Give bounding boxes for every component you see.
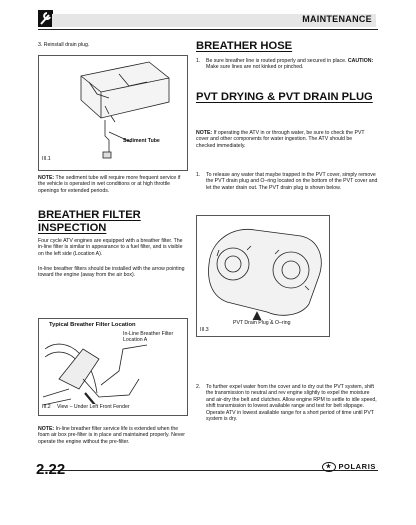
figure-caption: View – Under Left Front Fender — [57, 404, 130, 410]
filter-paragraph-1: Four cycle ATV engines are equipped with a breather filter. The in-line filter is similar in appearance to a fuel filter, and is visible on the left side (Location A). — [38, 238, 183, 257]
figure-id: III.3 — [200, 327, 209, 333]
brand-logo — [322, 462, 376, 472]
note-label: NOTE: — [196, 130, 213, 136]
note-sediment — [38, 175, 186, 194]
figure-id: III.1 — [42, 156, 51, 162]
note-label: NOTE: — [38, 175, 55, 181]
filter-paragraph-2: In-line breather filters should be installed with the arrow pointing toward the engine (away from the air box). — [38, 266, 185, 279]
note-text: If operating the ATV in or through water, be sure to check the PVT cover and other components for water ingestion. The ATV should be checked immediately. — [196, 130, 365, 149]
sediment-tube-label: Sediment Tube — [123, 138, 160, 144]
note-text: The sediment tube will require more frequent service if the vehicle is operated in wet conditions or at high throttle openings for extended periods. — [38, 175, 181, 194]
pvt-cover-drawing — [197, 216, 329, 336]
caution-label: CAUTION: — [347, 58, 374, 64]
polaris-star-icon: ★ — [322, 462, 336, 472]
step-3: 3. Reinstall drain plug. — [38, 42, 90, 48]
step-text: Be sure breather line is routed properly and secured in place. — [206, 58, 348, 64]
note-filter — [38, 426, 186, 445]
heading-breather-hose: BREATHER HOSE — [196, 40, 293, 52]
step-number: 2. — [196, 384, 201, 391]
note-text: In-line breather filter service life is extended when the foam air box pre-filter is in place and maintained properly. Never operate the engine without the pre-filter. — [38, 426, 185, 445]
figure-breather-filter — [38, 318, 188, 416]
step-number: 1. — [196, 58, 201, 64]
brand-name: POLARIS — [338, 462, 376, 471]
page-number: 2.22 — [36, 461, 66, 478]
pvt-step-1 — [196, 172, 378, 191]
step-text-2: Make sure lines are not kinked or pinched. — [206, 64, 304, 71]
step-number: 1. — [196, 171, 201, 178]
pvt-drain-label: PVT Drain Plug & O–ring — [233, 320, 291, 326]
note-label: NOTE: — [38, 426, 55, 432]
heading-breather-filter: BREATHER FILTER INSPECTION — [38, 209, 141, 234]
pvt-step-2 — [196, 384, 378, 422]
section-title: MAINTENANCE — [302, 14, 372, 24]
hose-step-1 — [196, 58, 378, 71]
step-text: To further expel water from the cover and to dry out the PVT system, shift the transmission to neutral and rev engine slightly to expel the moisture and air-dry the belt and clutches. Allow engine RPM to settle to idle speed, shift transmission to lowest available range and test for belt slippage. Operate ATV in lowest available range for a short period of time until PVT system is dry. — [206, 384, 377, 423]
step-text: To release any water that maybe trapped in the PVT cover, simply remove the PVT drain plug and O–ring located on the bottom of the PVT cover and let the water drain out. The PVT drain plug is shown below. — [206, 171, 378, 191]
note-pvt — [196, 130, 368, 149]
figure-title: Typical Breather Filter Location — [49, 322, 136, 328]
heading-pvt-drying: PVT DRYING & PVT DRAIN PLUG — [196, 91, 373, 103]
figure-pvt-drain — [196, 215, 330, 337]
figure-sediment-tube — [38, 55, 188, 171]
wrench-icon — [38, 10, 53, 27]
callout-location-a: In-Line Breather Filter Location A — [123, 331, 174, 344]
figure-id: III.2 — [42, 404, 51, 410]
header-rule — [38, 29, 378, 30]
airbox-drawing — [39, 56, 187, 170]
